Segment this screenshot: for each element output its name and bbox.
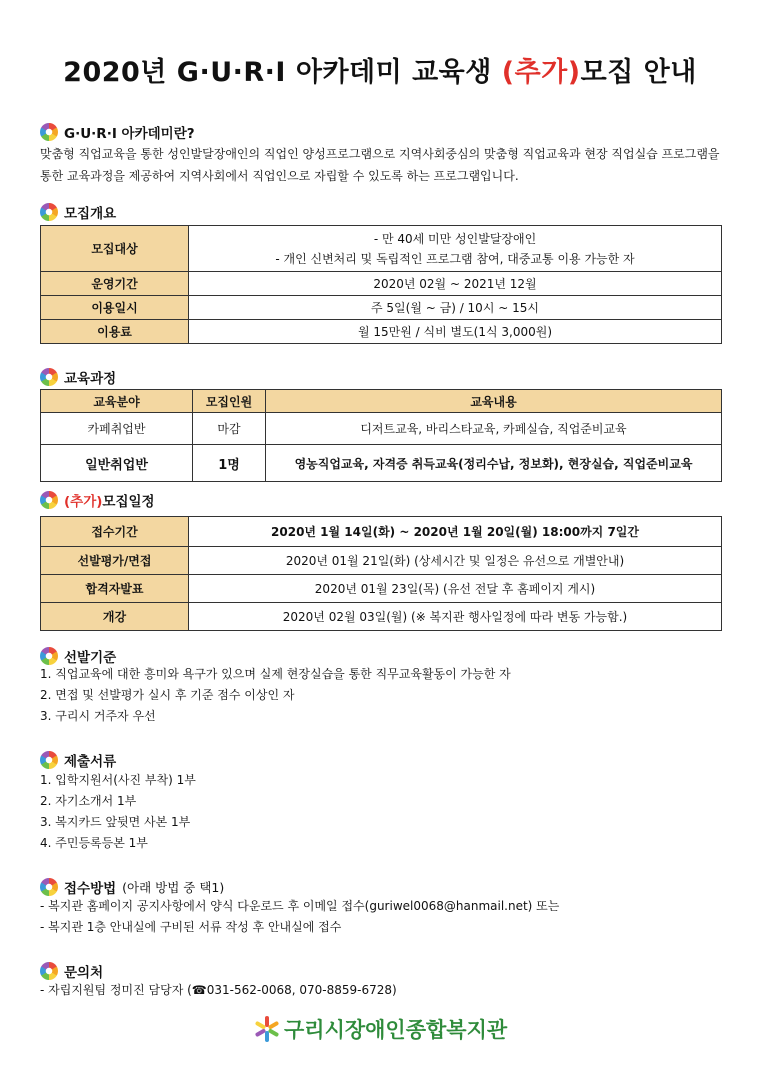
- table-row: [41, 603, 722, 631]
- title-tail: 모집 안내: [580, 57, 697, 88]
- list-item: 3. 복지카드 앞뒷면 사본 1부: [40, 815, 191, 829]
- overview-value: 주 5일(월 ~ 금) / 10시 ~ 15시: [189, 296, 722, 320]
- list-item: - 복지관 1층 안내실에 구비된 서류 작성 후 안내실에 접수: [40, 920, 342, 934]
- schedule-table: [40, 516, 722, 631]
- course-content: 디저트교육, 바리스타교육, 카페실습, 직업준비교육: [266, 413, 722, 445]
- table-row: [41, 575, 722, 603]
- flower-icon: [40, 491, 58, 509]
- logo-text: 구리시장애인종합복지관: [284, 1018, 508, 1042]
- list-item: 1. 입학지원서(사진 부착) 1부: [40, 773, 196, 787]
- table-row: [41, 296, 722, 320]
- criteria-list: [40, 664, 511, 727]
- target-line-1: - 만 40세 미만 성인발달장애인: [373, 231, 537, 246]
- sparkle-logo-icon: [252, 1014, 282, 1044]
- flower-icon: [40, 203, 58, 221]
- apply-heading-note: (아래 방법 중 택1): [122, 880, 225, 895]
- schedule-heading: [40, 490, 155, 510]
- flower-icon: [40, 878, 58, 896]
- courses-table: [40, 389, 722, 482]
- table-header-row: [41, 390, 722, 413]
- overview-value: 월 15만원 / 식비 별도(1식 3,000원): [189, 320, 722, 344]
- list-item: 2. 자기소개서 1부: [40, 794, 137, 808]
- documents-heading-text: 제출서류: [64, 754, 117, 770]
- overview-value: [189, 226, 722, 272]
- title-highlight: (추가): [501, 57, 581, 88]
- column-header: 교육분야: [41, 390, 193, 413]
- apply-heading: [40, 877, 224, 897]
- contact-heading-text: 문의처: [64, 965, 104, 981]
- intro-heading-text: G·U·R·I 아카데미란?: [64, 126, 195, 142]
- course-field: 카페취업반: [41, 413, 193, 445]
- courses-heading: [40, 367, 116, 387]
- overview-table: [40, 225, 722, 344]
- table-row: [41, 320, 722, 344]
- list-item: 2. 면접 및 선발평가 실시 후 기준 점수 이상인 자: [40, 688, 295, 702]
- table-row: [41, 413, 722, 445]
- intro-text: 맞춤형 직업교육을 통한 성인발달장애인의 직업인 양성프로그램으로 지역사회중심의 맞춤형 직업교육과 현장 직업실습 프로그램을 통한 교육과정을 제공하여 지역사회에서 직업인으로 자립할 수 있도록 하는 프로그램입니다.: [40, 147, 720, 183]
- contact-heading: [40, 961, 103, 981]
- documents-heading: [40, 750, 116, 770]
- overview-label: 이용일시: [41, 296, 189, 320]
- column-header: 모집인원: [193, 390, 266, 413]
- schedule-value: 2020년 02월 03일(월) (※ 복지관 행사일정에 따라 변동 가능함.): [189, 603, 722, 631]
- schedule-value: 2020년 01월 21일(화) (상세시간 및 일정은 유선으로 개별안내): [189, 547, 722, 575]
- overview-heading-text: 모집개요: [64, 206, 117, 222]
- contact-text: - 자립지원팀 정미진 담당자 (☎031-562-0068, 070-8859-6728): [40, 983, 397, 997]
- schedule-heading-text: 모집일정: [102, 494, 155, 510]
- flower-icon: [40, 751, 58, 769]
- apply-list: [40, 896, 559, 938]
- list-item: - 복지관 홈페이지 공지사항에서 양식 다운로드 후 이메일 접수(guriwel0068@hanmail.net) 또는: [40, 899, 560, 913]
- criteria-heading-text: 선발기준: [64, 650, 117, 666]
- overview-label: 운영기간: [41, 272, 189, 296]
- course-quota: 마감: [193, 413, 266, 445]
- flower-icon: [40, 962, 58, 980]
- table-row: [41, 445, 722, 482]
- list-item: 3. 구리시 거주자 우선: [40, 709, 156, 723]
- table-row: [41, 547, 722, 575]
- documents-list: [40, 770, 196, 854]
- schedule-label: 선발평가/면접: [41, 547, 189, 575]
- column-header: 교육내용: [266, 390, 722, 413]
- overview-heading: [40, 202, 116, 222]
- apply-heading-text: 접수방법: [64, 881, 117, 897]
- criteria-heading: [40, 646, 116, 666]
- list-item: 1. 직업교육에 대한 흥미와 욕구가 있으며 실제 현장실습을 통한 직무교육활동이 가능한 자: [40, 667, 511, 681]
- title-main: 2020년 G·U·R·I 아카데미 교육생: [63, 57, 502, 88]
- table-row: [41, 517, 722, 547]
- table-row: [41, 226, 722, 272]
- organization-logo: [252, 1014, 507, 1044]
- flower-icon: [40, 368, 58, 386]
- schedule-value: 2020년 1월 14일(화) ~ 2020년 1월 20일(월) 18:00까지 7일간: [189, 517, 722, 547]
- schedule-heading-highlight: (추가): [64, 494, 103, 510]
- course-quota: 1명: [193, 445, 266, 482]
- list-item: 4. 주민등록등본 1부: [40, 836, 148, 850]
- overview-value: 2020년 02월 ~ 2021년 12월: [189, 272, 722, 296]
- courses-heading-text: 교육과정: [64, 371, 117, 387]
- overview-label: 이용료: [41, 320, 189, 344]
- course-field: 일반취업반: [41, 445, 193, 482]
- course-content: 영농직업교육, 자격증 취득교육(정리수납, 정보화), 현장실습, 직업준비교육: [266, 445, 722, 482]
- schedule-label: 개강: [41, 603, 189, 631]
- schedule-value: 2020년 01월 23일(목) (유선 전달 후 홈페이지 게시): [189, 575, 722, 603]
- page-title: [0, 50, 760, 89]
- flower-icon: [40, 647, 58, 665]
- schedule-label: 합격자발표: [41, 575, 189, 603]
- overview-label: 모집대상: [41, 226, 189, 272]
- schedule-label: 접수기간: [41, 517, 189, 547]
- target-line-2: - 개인 신변처리 및 독립적인 프로그램 참여, 대중교통 이용 가능한 자: [275, 251, 635, 266]
- table-row: [41, 272, 722, 296]
- flower-icon: [40, 123, 58, 141]
- intro-heading: [40, 122, 195, 142]
